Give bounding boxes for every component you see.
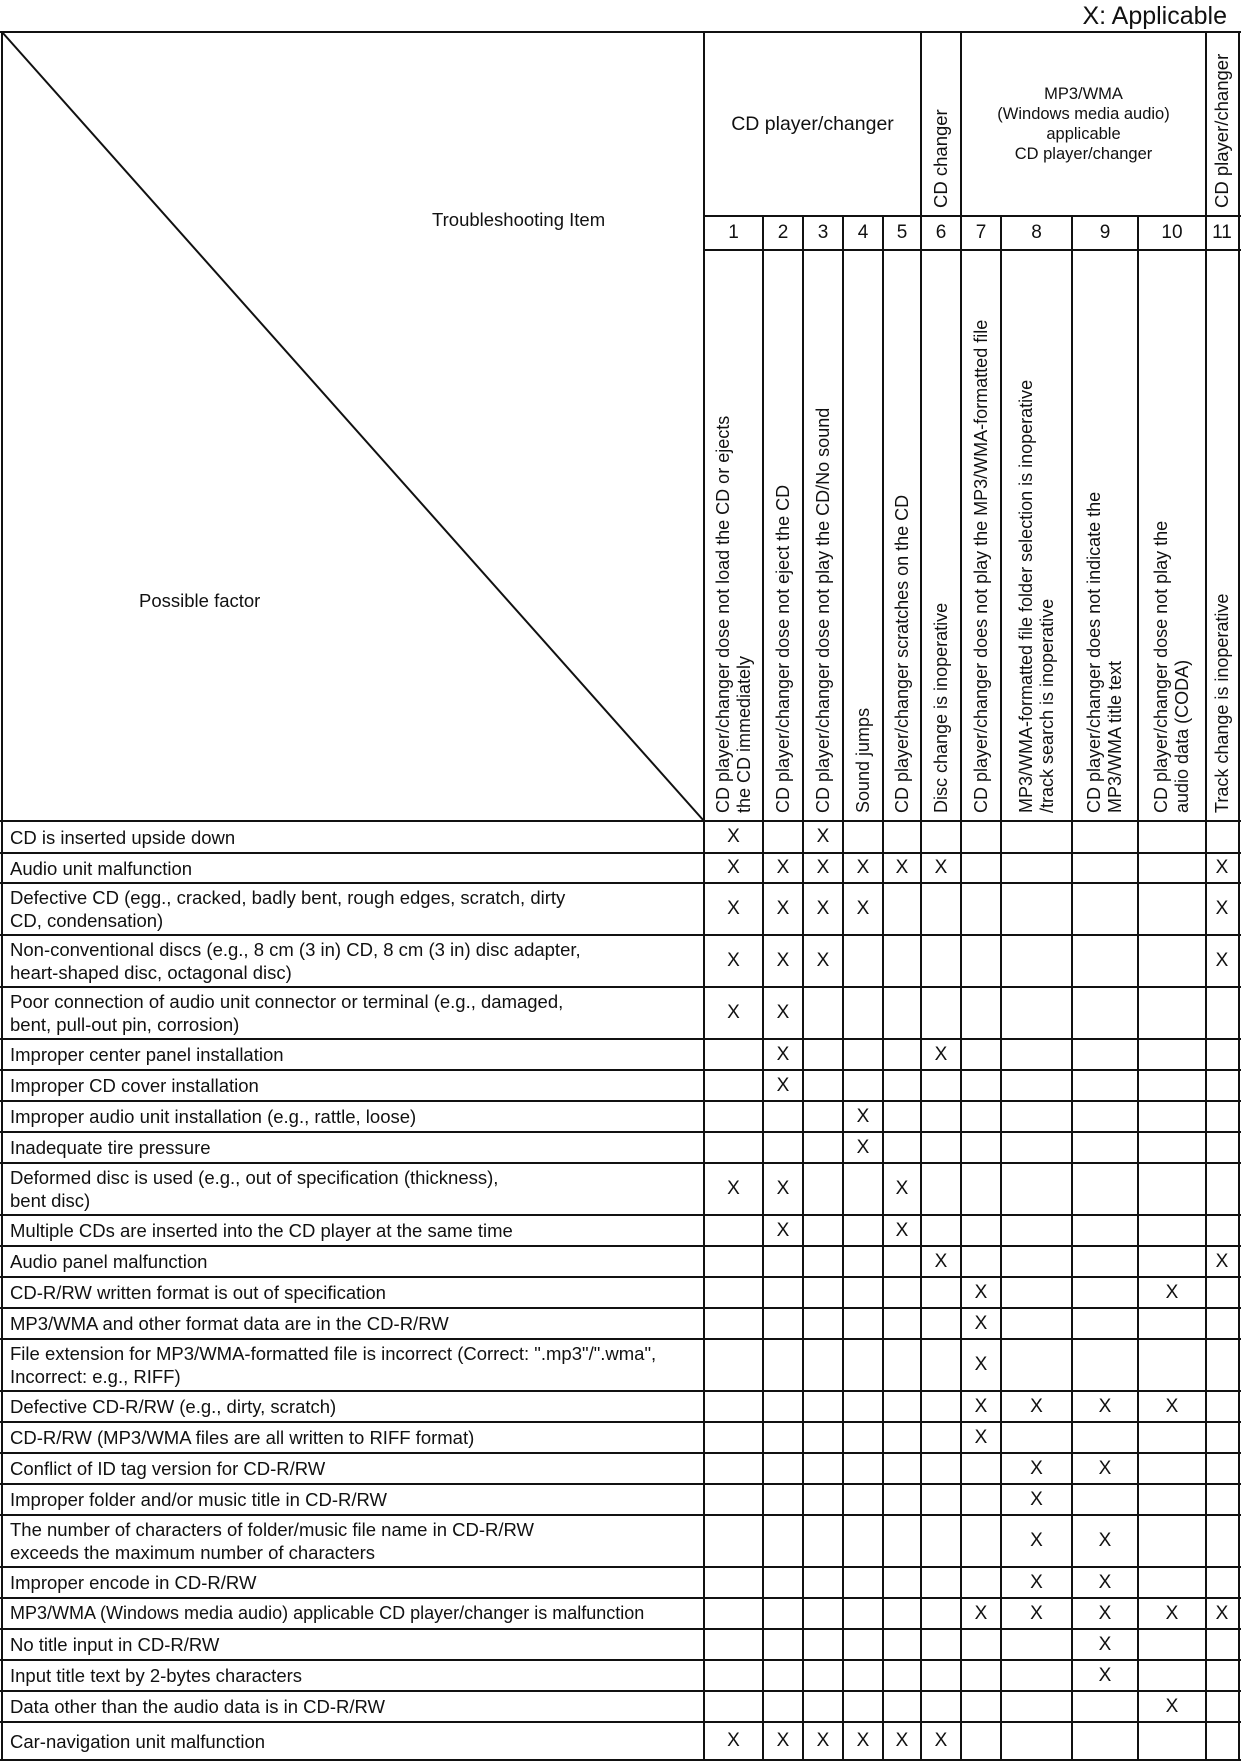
factor-label (10, 1484, 700, 1515)
group-label-line: applicable (1046, 125, 1121, 143)
applicable-mark: X (1098, 1571, 1112, 1593)
applicable-mark: X (727, 1730, 740, 1751)
grid-line (1205, 32, 1207, 1760)
factor-label (10, 1215, 700, 1246)
factor-label (10, 1515, 700, 1567)
factor-label (10, 1246, 700, 1277)
factor-text: CD-R/RW written format is out of specification (10, 1282, 386, 1303)
applicable-mark: X (816, 898, 830, 919)
factor-label (10, 1277, 700, 1308)
grid-line (762, 216, 764, 1760)
applicable-mark: X (856, 1105, 870, 1127)
applicable-mark: X (776, 1002, 790, 1023)
factor-text: Multiple CDs are inserted into the CD player at the same time (10, 1220, 513, 1241)
applicable-mark: X (895, 1219, 909, 1241)
factor-label (10, 1567, 700, 1598)
item-header-line: audio data (CODA) (1172, 659, 1192, 813)
grid-line (1000, 216, 1002, 1760)
column-number: 1 (728, 222, 739, 243)
item-header-line: /track search is inoperative (1036, 598, 1057, 813)
applicable-mark: X (776, 1074, 790, 1096)
factor-label (10, 1163, 700, 1215)
applicable-mark: X (1098, 1530, 1112, 1551)
factor-label (10, 1039, 700, 1070)
column-number: 7 (975, 222, 987, 243)
column-number: 4 (857, 222, 869, 243)
applicable-mark: X (1215, 1602, 1229, 1624)
factor-text: Improper CD cover installation (10, 1075, 259, 1096)
applicable-mark: X (856, 1730, 870, 1751)
item-header-rotated (1212, 594, 1233, 813)
applicable-mark: X (1030, 1488, 1043, 1510)
factor-text: Defective CD (egg., cracked, badly bent, rough edges, scratch, dirty CD, condensation) (10, 887, 566, 931)
factor-text: MP3/WMA and other format data are in the CD-R/RW (10, 1313, 449, 1334)
applicable-mark: X (1165, 1281, 1179, 1303)
column-number: 8 (1031, 222, 1042, 243)
factor-text: Audio unit malfunction (10, 857, 193, 879)
applicable-mark: X (776, 857, 790, 878)
grid-line (842, 216, 844, 1760)
item-header-rotated (853, 708, 874, 813)
factor-label (10, 1339, 700, 1391)
applicable-mark: X (776, 898, 790, 919)
factor-text: CD-R/RW (MP3/WMA files are all written to RIFF format) (10, 1427, 475, 1448)
factor-label (10, 935, 700, 987)
factor-label (10, 1691, 700, 1722)
factor-text: Data other than the audio data is in CD-R/RW (10, 1696, 385, 1717)
applicable-mark: X (1030, 1457, 1043, 1479)
item-header-line: CD player/changer dose not play the (1151, 520, 1171, 813)
factor-text: Improper center panel installation (10, 1044, 284, 1065)
applicable-mark: X (816, 826, 830, 847)
troubleshooting-item-label: Troubleshooting Item (432, 209, 606, 230)
applicable-mark: X (1098, 1664, 1112, 1686)
applicable-mark: X (1215, 1250, 1229, 1272)
grid-line (882, 216, 884, 1760)
applicable-mark: X (974, 1602, 988, 1624)
item-header-line: CD player/changer dose not load the CD or ejects (712, 415, 733, 813)
column-number: 6 (935, 222, 947, 243)
applicable-mark: X (776, 1043, 790, 1065)
factor-text: The number of characters of folder/music file name in CD-R/RW exceeds the maximum number of characters (10, 1519, 535, 1563)
applicable-mark: X (974, 1354, 988, 1375)
applicable-mark: X (1030, 1395, 1043, 1417)
factor-label (10, 1598, 700, 1629)
grid-line (704, 249, 1241, 251)
item-header-rotated (1084, 492, 1126, 813)
factor-text: Deformed disc is used (e.g., out of specification (thickness), bent disc) (10, 1167, 499, 1211)
applicable-mark: X (1098, 1602, 1112, 1624)
item-header-line: Disc change is inoperative (930, 602, 951, 813)
item-header-rotated (773, 485, 794, 813)
item-header-line: CD player/changer dose not eject the CD (772, 484, 793, 813)
item-header-line: CD player/changer does not play the MP3/WMA-formatted file (970, 319, 991, 813)
applicable-mark: X (856, 898, 870, 919)
factor-label (10, 1422, 700, 1453)
item-header-rotated (813, 408, 834, 813)
item-header-line: Sound jumps (852, 707, 873, 813)
possible-factor-label: Possible factor (139, 590, 261, 611)
factor-text: Defective CD-R/RW (e.g., dirty, scratch) (10, 1396, 337, 1417)
grid-line (802, 216, 804, 1760)
grid-line (920, 32, 922, 1760)
applicable-mark: X (1098, 1457, 1112, 1479)
factor-text: Improper audio unit installation (e.g., rattle, loose) (10, 1106, 417, 1127)
applicable-mark: X (1030, 1530, 1043, 1551)
column-number: 9 (1099, 222, 1111, 243)
applicable-mark: X (934, 857, 948, 878)
factor-text: Conflict of ID tag version for CD-R/RW (10, 1458, 326, 1479)
item-header-line: CD player/changer scratches on the CD (891, 494, 912, 813)
factor-label (10, 883, 700, 935)
applicable-mark: X (776, 1219, 790, 1241)
applicable-mark: X (934, 1250, 948, 1272)
applicable-mark: X (727, 898, 740, 919)
factor-label (10, 1308, 700, 1339)
applicable-mark: X (776, 950, 790, 971)
group-label-rotated: CD player/changer (1211, 53, 1232, 208)
applicable-mark: X (1165, 1695, 1179, 1717)
group-label (961, 84, 1206, 164)
applicable-mark: X (727, 1178, 740, 1199)
item-header-line: the CD immediately (733, 655, 754, 813)
applicable-mark: X (727, 950, 740, 971)
factor-label (10, 1722, 700, 1760)
grid-line (1071, 216, 1073, 1760)
item-header-rotated (971, 320, 992, 813)
grid-line (960, 32, 962, 1760)
item-header-line: CD player/changer dose not play the CD/No sound (812, 407, 833, 813)
item-header-rotated (892, 495, 913, 813)
column-number: 3 (817, 222, 829, 243)
applicable-mark: X (816, 950, 830, 971)
factor-label (10, 1070, 700, 1101)
applicable-mark: X (974, 1395, 988, 1417)
column-number: 10 (1161, 222, 1183, 243)
factor-label (10, 1101, 700, 1132)
item-header-line: MP3/WMA title text (1105, 660, 1125, 813)
applicable-mark: X (895, 857, 909, 878)
applicable-mark: X (1165, 1602, 1179, 1624)
factor-label (10, 1660, 700, 1691)
column-number: 11 (1212, 222, 1232, 243)
factor-text: Improper encode in CD-R/RW (10, 1572, 257, 1593)
factor-label (10, 853, 700, 883)
applicable-mark: X (816, 1730, 830, 1751)
applicable-mark: X (856, 1136, 870, 1158)
group-label-line: CD player/changer (731, 113, 894, 135)
factor-label (10, 1391, 700, 1422)
grid-line (1137, 216, 1139, 1760)
item-header-rotated (1151, 521, 1193, 813)
group-label (704, 113, 921, 135)
factor-label (10, 1132, 700, 1163)
factor-text: Inadequate tire pressure (10, 1137, 211, 1158)
factor-text: File extension for MP3/WMA-formatted file is incorrect (Correct: ".mp3"/".wma", Incorrect: e.g., RIFF) (10, 1343, 657, 1387)
applicable-mark: X (974, 1281, 988, 1303)
factor-text: Non-conventional discs (e.g., 8 cm (3 in) CD, 8 cm (3 in) disc adapter, heart-shaped disc, octagonal disc) (10, 939, 581, 983)
item-header-rotated (1016, 380, 1058, 813)
item-header-rotated (931, 603, 952, 813)
applicable-mark: X (1030, 1602, 1043, 1624)
factor-label (10, 1453, 700, 1484)
factor-text: Audio panel malfunction (10, 1251, 208, 1272)
group-label-line: (Windows media audio) (997, 105, 1170, 123)
factor-text: Poor connection of audio unit connector or terminal (e.g., damaged, bent, pull-out pin, corrosion) (10, 991, 564, 1035)
applicable-mark: X (934, 1730, 948, 1751)
applicable-mark: X (727, 826, 740, 847)
factor-text: No title input in CD-R/RW (10, 1634, 220, 1655)
item-header-rotated (713, 416, 755, 813)
diagonal-line (2, 32, 704, 821)
applicable-mark: X (974, 1312, 988, 1334)
factor-text: Improper folder and/or music title in CD-R/RW (10, 1489, 387, 1510)
applicable-mark: X (1215, 950, 1229, 971)
grid-line (704, 215, 1241, 217)
applicable-mark: X (895, 1178, 909, 1199)
column-number: 5 (896, 222, 908, 243)
factor-label (10, 987, 700, 1039)
factor-text: MP3/WMA (Windows media audio) applicable CD player/changer is malfunction (10, 1603, 645, 1623)
applicable-mark: X (1215, 898, 1229, 919)
applicable-mark: X (727, 857, 740, 878)
factor-text: Input title text by 2-bytes characters (10, 1665, 303, 1686)
applicable-mark: X (974, 1426, 988, 1448)
item-header-line: Track change is inoperative (1211, 593, 1232, 813)
applicable-mark: X (1098, 1633, 1112, 1655)
applicable-mark: X (776, 1730, 790, 1751)
factor-label (10, 1629, 700, 1660)
applicable-mark: X (1098, 1395, 1112, 1417)
applicable-mark: X (856, 857, 870, 878)
applicable-mark: X (934, 1043, 948, 1065)
applicable-mark: X (1030, 1571, 1043, 1593)
group-label-line: CD player/changer (1014, 145, 1153, 163)
applicable-mark: X (1165, 1395, 1179, 1417)
group-label-line: MP3/WMA (1044, 85, 1123, 103)
group-label-rotated: CD changer (930, 109, 951, 208)
column-number: 2 (777, 222, 789, 243)
item-header-line: MP3/WMA-formatted file folder selection is inoperative (1015, 379, 1036, 813)
applicable-mark: X (1215, 857, 1229, 878)
applicable-mark: X (727, 1002, 740, 1023)
item-header-line: CD player/changer does not indicate the (1084, 491, 1104, 813)
applicable-mark: X (895, 1730, 909, 1751)
factor-text: Car-navigation unit malfunction (10, 1730, 266, 1752)
factor-text: CD is inserted upside down (10, 826, 236, 848)
factor-label (10, 821, 700, 853)
grid-line (703, 32, 705, 1760)
legend: X: Applicable (1082, 2, 1227, 30)
applicable-mark: X (816, 857, 830, 878)
applicable-mark: X (776, 1178, 790, 1199)
